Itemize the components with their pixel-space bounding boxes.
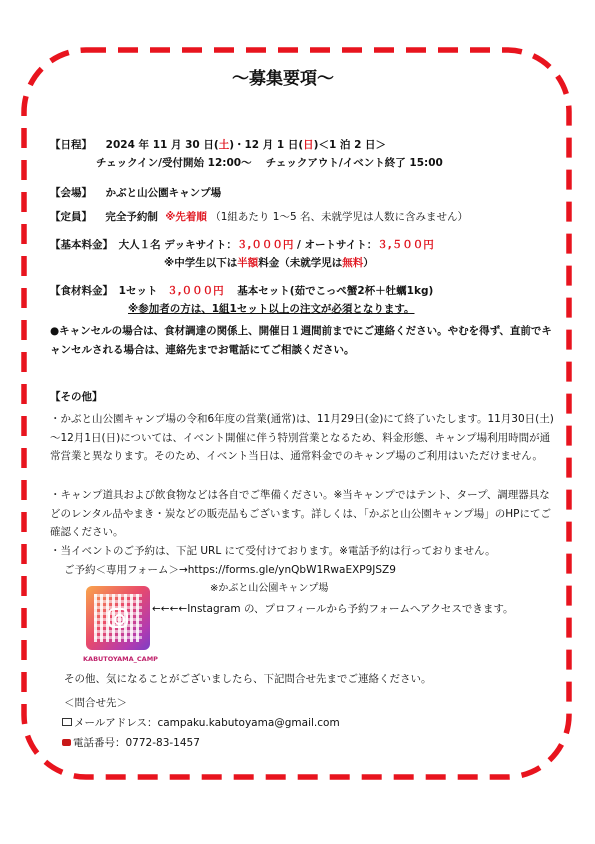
other-paragraph-2: ・キャンプ道具および飲食物などは各自でご準備ください。※当キャンプではテント、タープ、調理器具などのレンタル品やまき・炭などの販売品もございます。詳しくは、「かぶと山公園キャンプ場」のHPにてご確認ください。 bbox=[50, 489, 551, 538]
capacity-note: （1組あたり 1～5 名、未就学児は人数に含みません） bbox=[210, 211, 468, 223]
contact-email-row bbox=[62, 716, 340, 730]
phone-icon bbox=[62, 739, 71, 746]
schedule-date-pre: 2024 年 11 月 30 日( bbox=[105, 139, 219, 151]
schedule-sat: 土 bbox=[218, 139, 230, 151]
fee-mid: / オートサイト： bbox=[293, 239, 378, 251]
food-note: ※参加者の方は、1組1セット以上の注文が必須となります。 bbox=[128, 303, 415, 315]
fee-child-red2: 無料 bbox=[342, 257, 364, 269]
food-set: 1セット bbox=[118, 285, 158, 297]
fee-child-post: ） bbox=[363, 257, 374, 269]
fee-child-note bbox=[164, 256, 374, 270]
fee-child-pre: ※中学生以下は bbox=[164, 257, 238, 269]
venue-row bbox=[50, 186, 221, 200]
schedule-checkin: チェックイン/受付開始 12:00～ チェックアウト/イベント終了 15:00 bbox=[96, 157, 443, 169]
other-heading: 【その他】 bbox=[50, 391, 103, 403]
contact-email[interactable]: メールアドレス：campaku.kabutoyama@gmail.com bbox=[74, 717, 340, 729]
food-row bbox=[50, 284, 433, 298]
schedule-date-post: )＜1 泊 2 日＞ bbox=[313, 139, 387, 151]
food-price: ３,０００円 bbox=[167, 285, 224, 297]
capacity-note-red: ※先着順 bbox=[165, 211, 207, 223]
mail-icon bbox=[62, 718, 72, 726]
fee-label: 【基本料金】 bbox=[50, 239, 113, 251]
capacity-label: 【定員】 bbox=[50, 211, 92, 223]
contact-phone[interactable]: 電話番号：0772-83-1457 bbox=[73, 737, 200, 749]
contact-heading: ＜問合せ先＞ bbox=[64, 697, 127, 709]
contact-phone-row bbox=[62, 736, 200, 750]
reservation-form-link[interactable]: ご予約＜専用フォーム＞→https://forms.gle/ynQbW1RwaEXP9JSZ9 bbox=[64, 564, 396, 576]
venue-label: 【会場】 bbox=[50, 187, 92, 199]
other-paragraph-3: ・当イベントのご予約は、下記 URL にて受付けております。※電話予約は行っておりません。 bbox=[50, 545, 496, 557]
food-basic: 基本セット(茹でこっぺ蟹2杯＋牡蠣1kg) bbox=[237, 285, 434, 297]
cancel-notice: ●キャンセルの場合は、食材調達の関係上、開催日１週間前までにご連絡ください。やむを得ず、直前でキャンセルされる場合は、連絡先までお電話にてご相談ください。 bbox=[50, 325, 552, 356]
fee-child-red: 半額 bbox=[237, 257, 259, 269]
schedule-row bbox=[50, 138, 386, 152]
schedule-date-mid: )・12 月 1 日( bbox=[229, 139, 304, 151]
fee-value: 大人１名 デッキサイト： bbox=[118, 239, 237, 251]
fee-auto-price: ３,５００円 bbox=[377, 239, 434, 251]
qr-caption: KABUTOYAMA_CAMP bbox=[83, 655, 158, 663]
contact-intro: その他、気になることがございましたら、下記問合せ先までご連絡ください。 bbox=[64, 673, 432, 685]
fee-row bbox=[50, 238, 434, 252]
fee-child-mid: 料金（未就学児は bbox=[258, 257, 343, 269]
venue-value: かぶと山公園キャンプ場 bbox=[105, 187, 222, 199]
capacity-row bbox=[50, 210, 468, 224]
schedule-sun: 日 bbox=[303, 139, 314, 151]
food-label: 【食材料金】 bbox=[50, 285, 113, 297]
camp-name-note: ※かぶと山公園キャンプ場 bbox=[210, 583, 329, 594]
other-paragraph-1: ・かぶと山公園キャンプ場の令和6年度の営業(通常)は、11月29日(金)にて終了いたします。11月30日(土)～12月1日(日)については、イベント開催に伴う特別営業となるため、料金形態、キャンプ場利用時間が通常営業と異なります。そのため、イベント当日は、通常料金でのキャンプ場のご利用はいただけません。 bbox=[50, 413, 554, 462]
page-title: ～募集要項～ bbox=[232, 69, 334, 89]
instagram-qr-code[interactable] bbox=[86, 586, 150, 650]
schedule-label: 【日程】 bbox=[50, 139, 92, 151]
fee-deck-price: ３,０００円 bbox=[236, 239, 294, 251]
instagram-icon bbox=[108, 608, 128, 628]
capacity-value: 完全予約制 bbox=[105, 211, 158, 223]
instagram-note: ←←←←Instagram の、プロフィールから予約フォームへアクセスできます。 bbox=[152, 603, 514, 615]
